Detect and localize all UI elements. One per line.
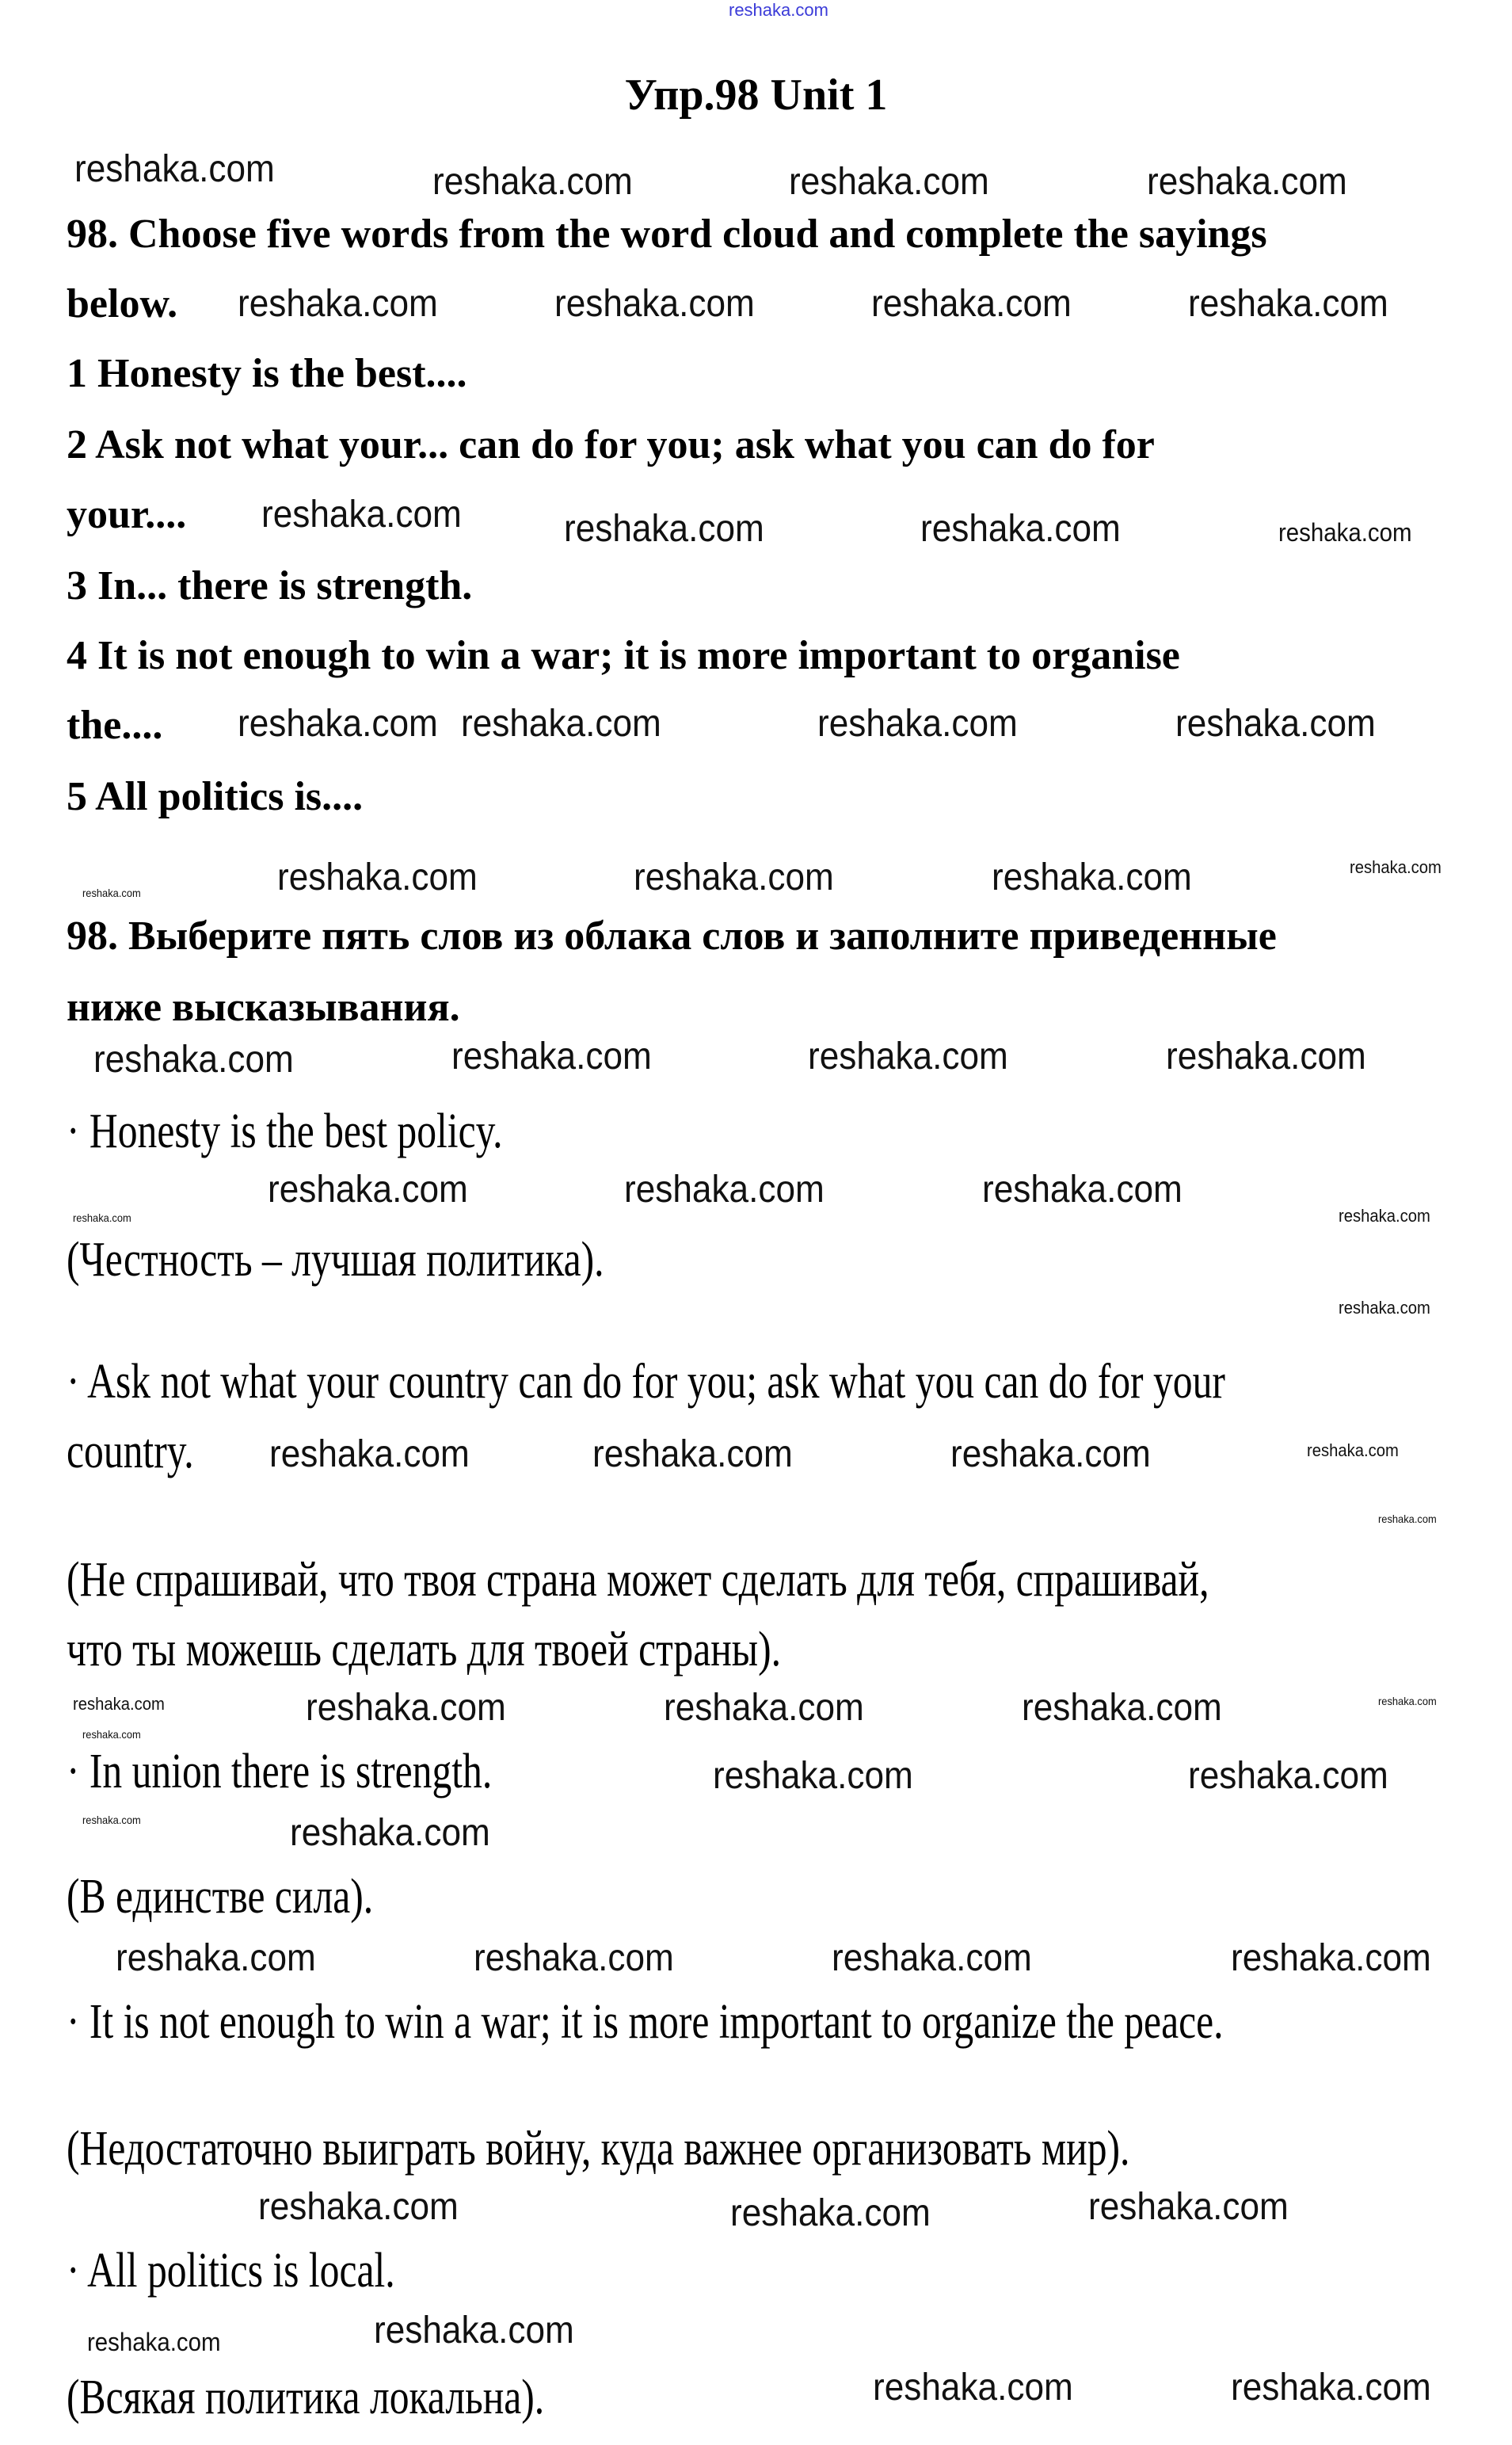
watermark: reshaka.com xyxy=(1231,2367,1431,2409)
watermark: reshaka.com xyxy=(1166,1036,1366,1078)
watermark: reshaka.com xyxy=(238,703,438,745)
watermark: reshaka.com xyxy=(1307,1440,1399,1460)
answer-line: country. xyxy=(67,1425,194,1478)
watermark: reshaka.com xyxy=(592,1433,793,1475)
watermark: reshaka.com xyxy=(950,1433,1151,1475)
site-link[interactable]: reshaka.com xyxy=(729,0,828,20)
watermark: reshaka.com xyxy=(82,887,141,899)
watermark: reshaka.com xyxy=(474,1937,674,1979)
answer-line: · In union there is strength. xyxy=(67,1745,493,1798)
exercise-line: 1 Honesty is the best.... xyxy=(67,351,467,396)
watermark: reshaka.com xyxy=(258,2186,459,2228)
watermark: reshaka.com xyxy=(1088,2186,1289,2228)
answer-translation: (Честность – лучшая политика). xyxy=(67,1233,604,1287)
exercise-line: 5 All politics is.... xyxy=(67,774,364,819)
watermark: reshaka.com xyxy=(730,2192,931,2234)
watermark: reshaka.com xyxy=(432,161,633,203)
exercise-line: the.... xyxy=(67,703,163,748)
watermark: reshaka.com xyxy=(1188,283,1388,325)
watermark: reshaka.com xyxy=(1378,1695,1437,1707)
answer-line: · All politics is local. xyxy=(67,2244,395,2298)
watermark: reshaka.com xyxy=(1278,518,1412,547)
watermark: reshaka.com xyxy=(1339,1298,1430,1318)
watermark: reshaka.com xyxy=(87,2328,221,2356)
watermark: reshaka.com xyxy=(982,1169,1183,1211)
watermark: reshaka.com xyxy=(116,1937,316,1979)
watermark: reshaka.com xyxy=(1339,1206,1430,1226)
exercise-line: your.... xyxy=(67,492,187,537)
watermark: reshaka.com xyxy=(808,1036,1008,1078)
watermark: reshaka.com xyxy=(564,508,764,550)
watermark: reshaka.com xyxy=(73,1694,165,1714)
exercise-line: below. xyxy=(67,281,178,326)
watermark: reshaka.com xyxy=(920,508,1121,550)
answer-translation: (Всякая политика локальна). xyxy=(67,2371,545,2424)
page-title: Упр.98 Unit 1 xyxy=(624,71,888,120)
watermark: reshaka.com xyxy=(374,2310,574,2352)
watermark: reshaka.com xyxy=(624,1169,825,1211)
watermark: reshaka.com xyxy=(1350,857,1442,877)
watermark: reshaka.com xyxy=(873,2367,1073,2409)
exercise-line: 2 Ask not what your... can do for you; ask what you can do for xyxy=(67,422,1155,467)
watermark: reshaka.com xyxy=(306,1687,506,1729)
watermark: reshaka.com xyxy=(461,703,661,745)
watermark: reshaka.com xyxy=(73,1211,131,1224)
watermark: reshaka.com xyxy=(1231,1937,1431,1979)
watermark: reshaka.com xyxy=(451,1036,652,1078)
answer-line: · Ask not what your country can do for you; ask what you can do for your xyxy=(67,1355,1225,1409)
watermark: reshaka.com xyxy=(1188,1755,1388,1797)
watermark: reshaka.com xyxy=(82,1814,141,1826)
watermark: reshaka.com xyxy=(269,1433,470,1475)
watermark: reshaka.com xyxy=(992,856,1192,898)
answer-translation: что ты можешь сделать для твоей страны). xyxy=(67,1623,782,1676)
watermark: reshaka.com xyxy=(871,283,1072,325)
watermark: reshaka.com xyxy=(238,283,438,325)
watermark: reshaka.com xyxy=(261,494,462,536)
answer-translation: (Не спрашивай, что твоя страна может сделать для тебя, спрашивай, xyxy=(67,1553,1209,1607)
heading-line: ниже высказывания. xyxy=(67,985,460,1030)
exercise-line: 4 It is not enough to win a war; it is more important to organise xyxy=(67,633,1180,678)
answer-line: · Honesty is the best policy. xyxy=(67,1104,503,1158)
answer-line: · It is not enough to win a war; it is more important to organize the peace. xyxy=(67,1995,1224,2049)
watermark: reshaka.com xyxy=(713,1755,913,1797)
watermark: reshaka.com xyxy=(554,283,755,325)
watermark: reshaka.com xyxy=(664,1687,864,1729)
watermark: reshaka.com xyxy=(268,1169,468,1211)
watermark: reshaka.com xyxy=(74,148,275,190)
watermark: reshaka.com xyxy=(1175,703,1376,745)
watermark: reshaka.com xyxy=(277,856,478,898)
heading-line: 98. Выберите пять слов из облака слов и заполните приведенные xyxy=(67,914,1277,959)
watermark: reshaka.com xyxy=(290,1812,490,1854)
watermark: reshaka.com xyxy=(82,1728,141,1741)
watermark: reshaka.com xyxy=(634,856,834,898)
answer-translation: (Недостаточно выиграть войну, куда важнее организовать мир). xyxy=(67,2122,1130,2176)
watermark: reshaka.com xyxy=(93,1039,294,1081)
watermark: reshaka.com xyxy=(832,1937,1032,1979)
answer-translation: (В единстве сила). xyxy=(67,1870,374,1924)
watermark: reshaka.com xyxy=(1022,1687,1222,1729)
watermark: reshaka.com xyxy=(817,703,1018,745)
watermark: reshaka.com xyxy=(1378,1512,1437,1525)
watermark: reshaka.com xyxy=(789,161,989,203)
watermark: reshaka.com xyxy=(1147,161,1347,203)
exercise-line: 98. Choose five words from the word cloud and complete the sayings xyxy=(67,212,1267,257)
exercise-line: 3 In... there is strength. xyxy=(67,563,473,608)
